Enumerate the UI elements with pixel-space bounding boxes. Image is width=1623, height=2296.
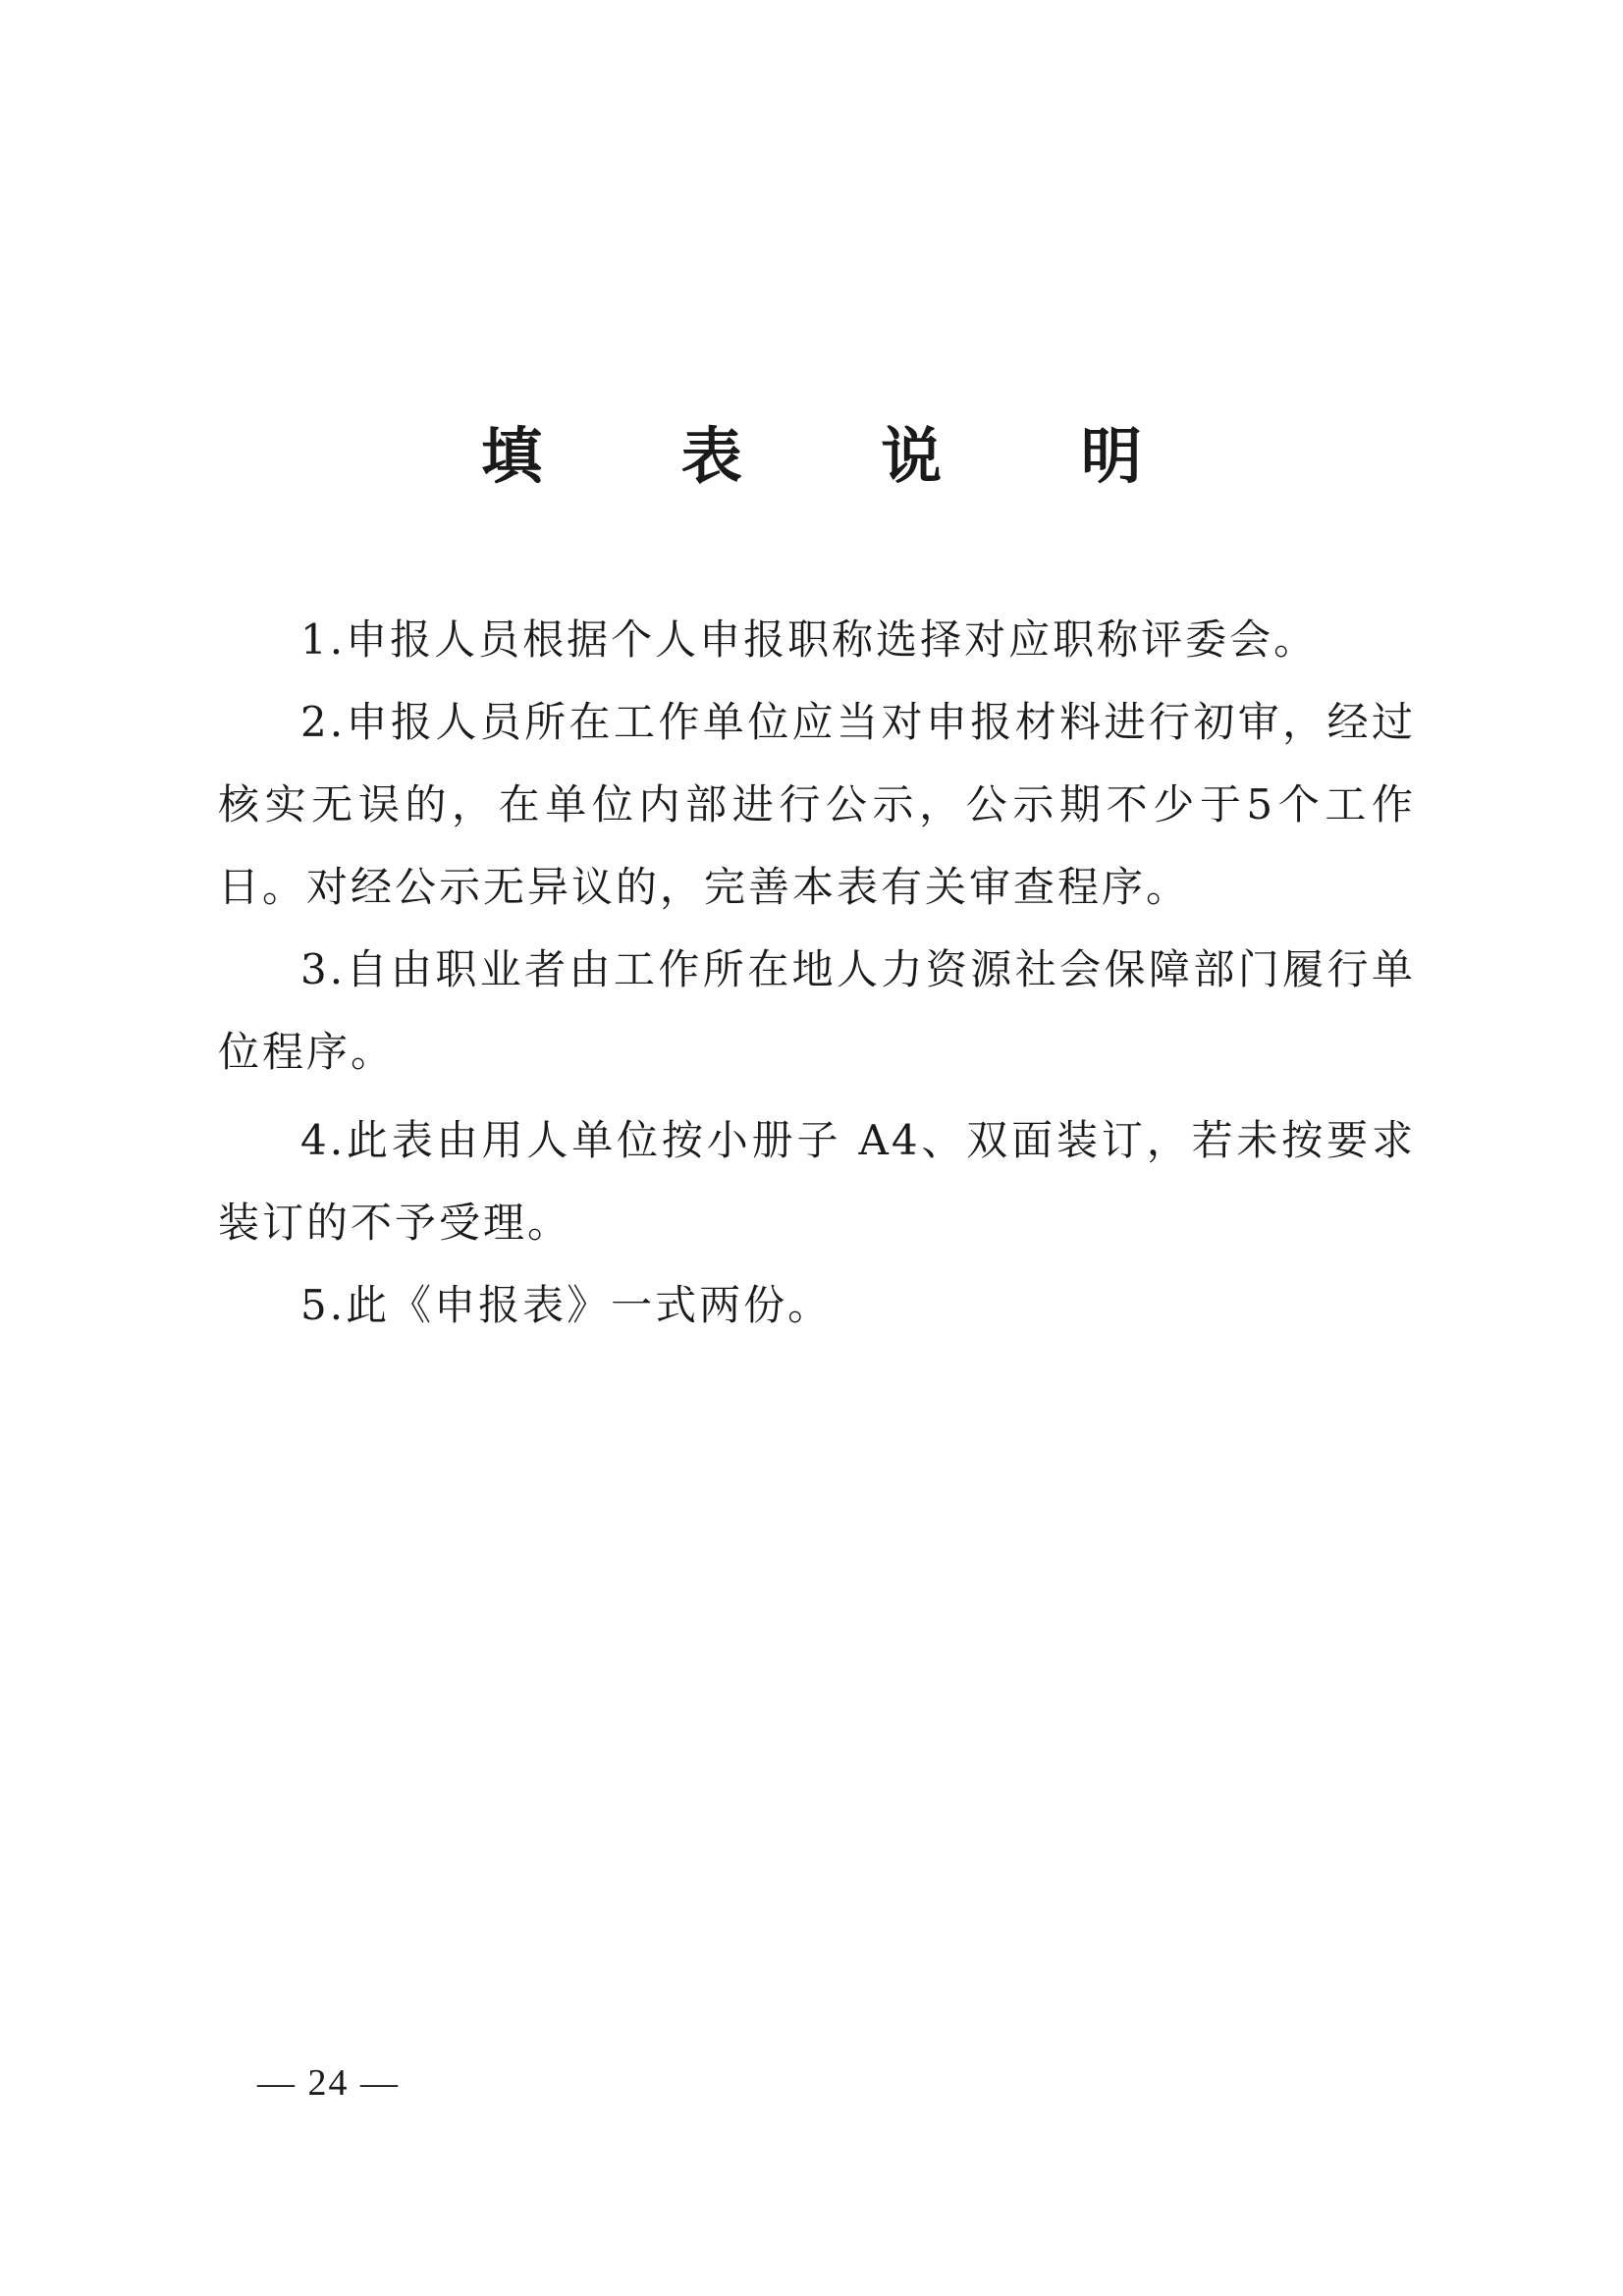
page-number: — 24 — bbox=[257, 2062, 400, 2104]
instructions-body bbox=[218, 599, 1416, 1347]
instruction-item-4: 4.此表由用人单位按小册子 A4、双面装订，若未按要求装订的不予受理。 bbox=[218, 1116, 1416, 1247]
instruction-item-3: 3.自由职业者由工作所在地人力资源社会保障部门履行单位程序。 bbox=[218, 945, 1416, 1076]
instruction-item-1: 1.申报人员根据个人申报职称选择对应职称评委会。 bbox=[300, 615, 1319, 664]
instruction-item-5: 5.此《申报表》一式两份。 bbox=[300, 1281, 833, 1329]
instruction-item-2: 2.申报人员所在工作单位应当对申报材料进行初审，经过核实无误的，在单位内部进行公示，公示期不少于5个工作日。对经公示无异议的，完善本表有关审查程序。 bbox=[218, 698, 1416, 911]
page-title: 填 表 说 明 bbox=[481, 420, 1201, 492]
